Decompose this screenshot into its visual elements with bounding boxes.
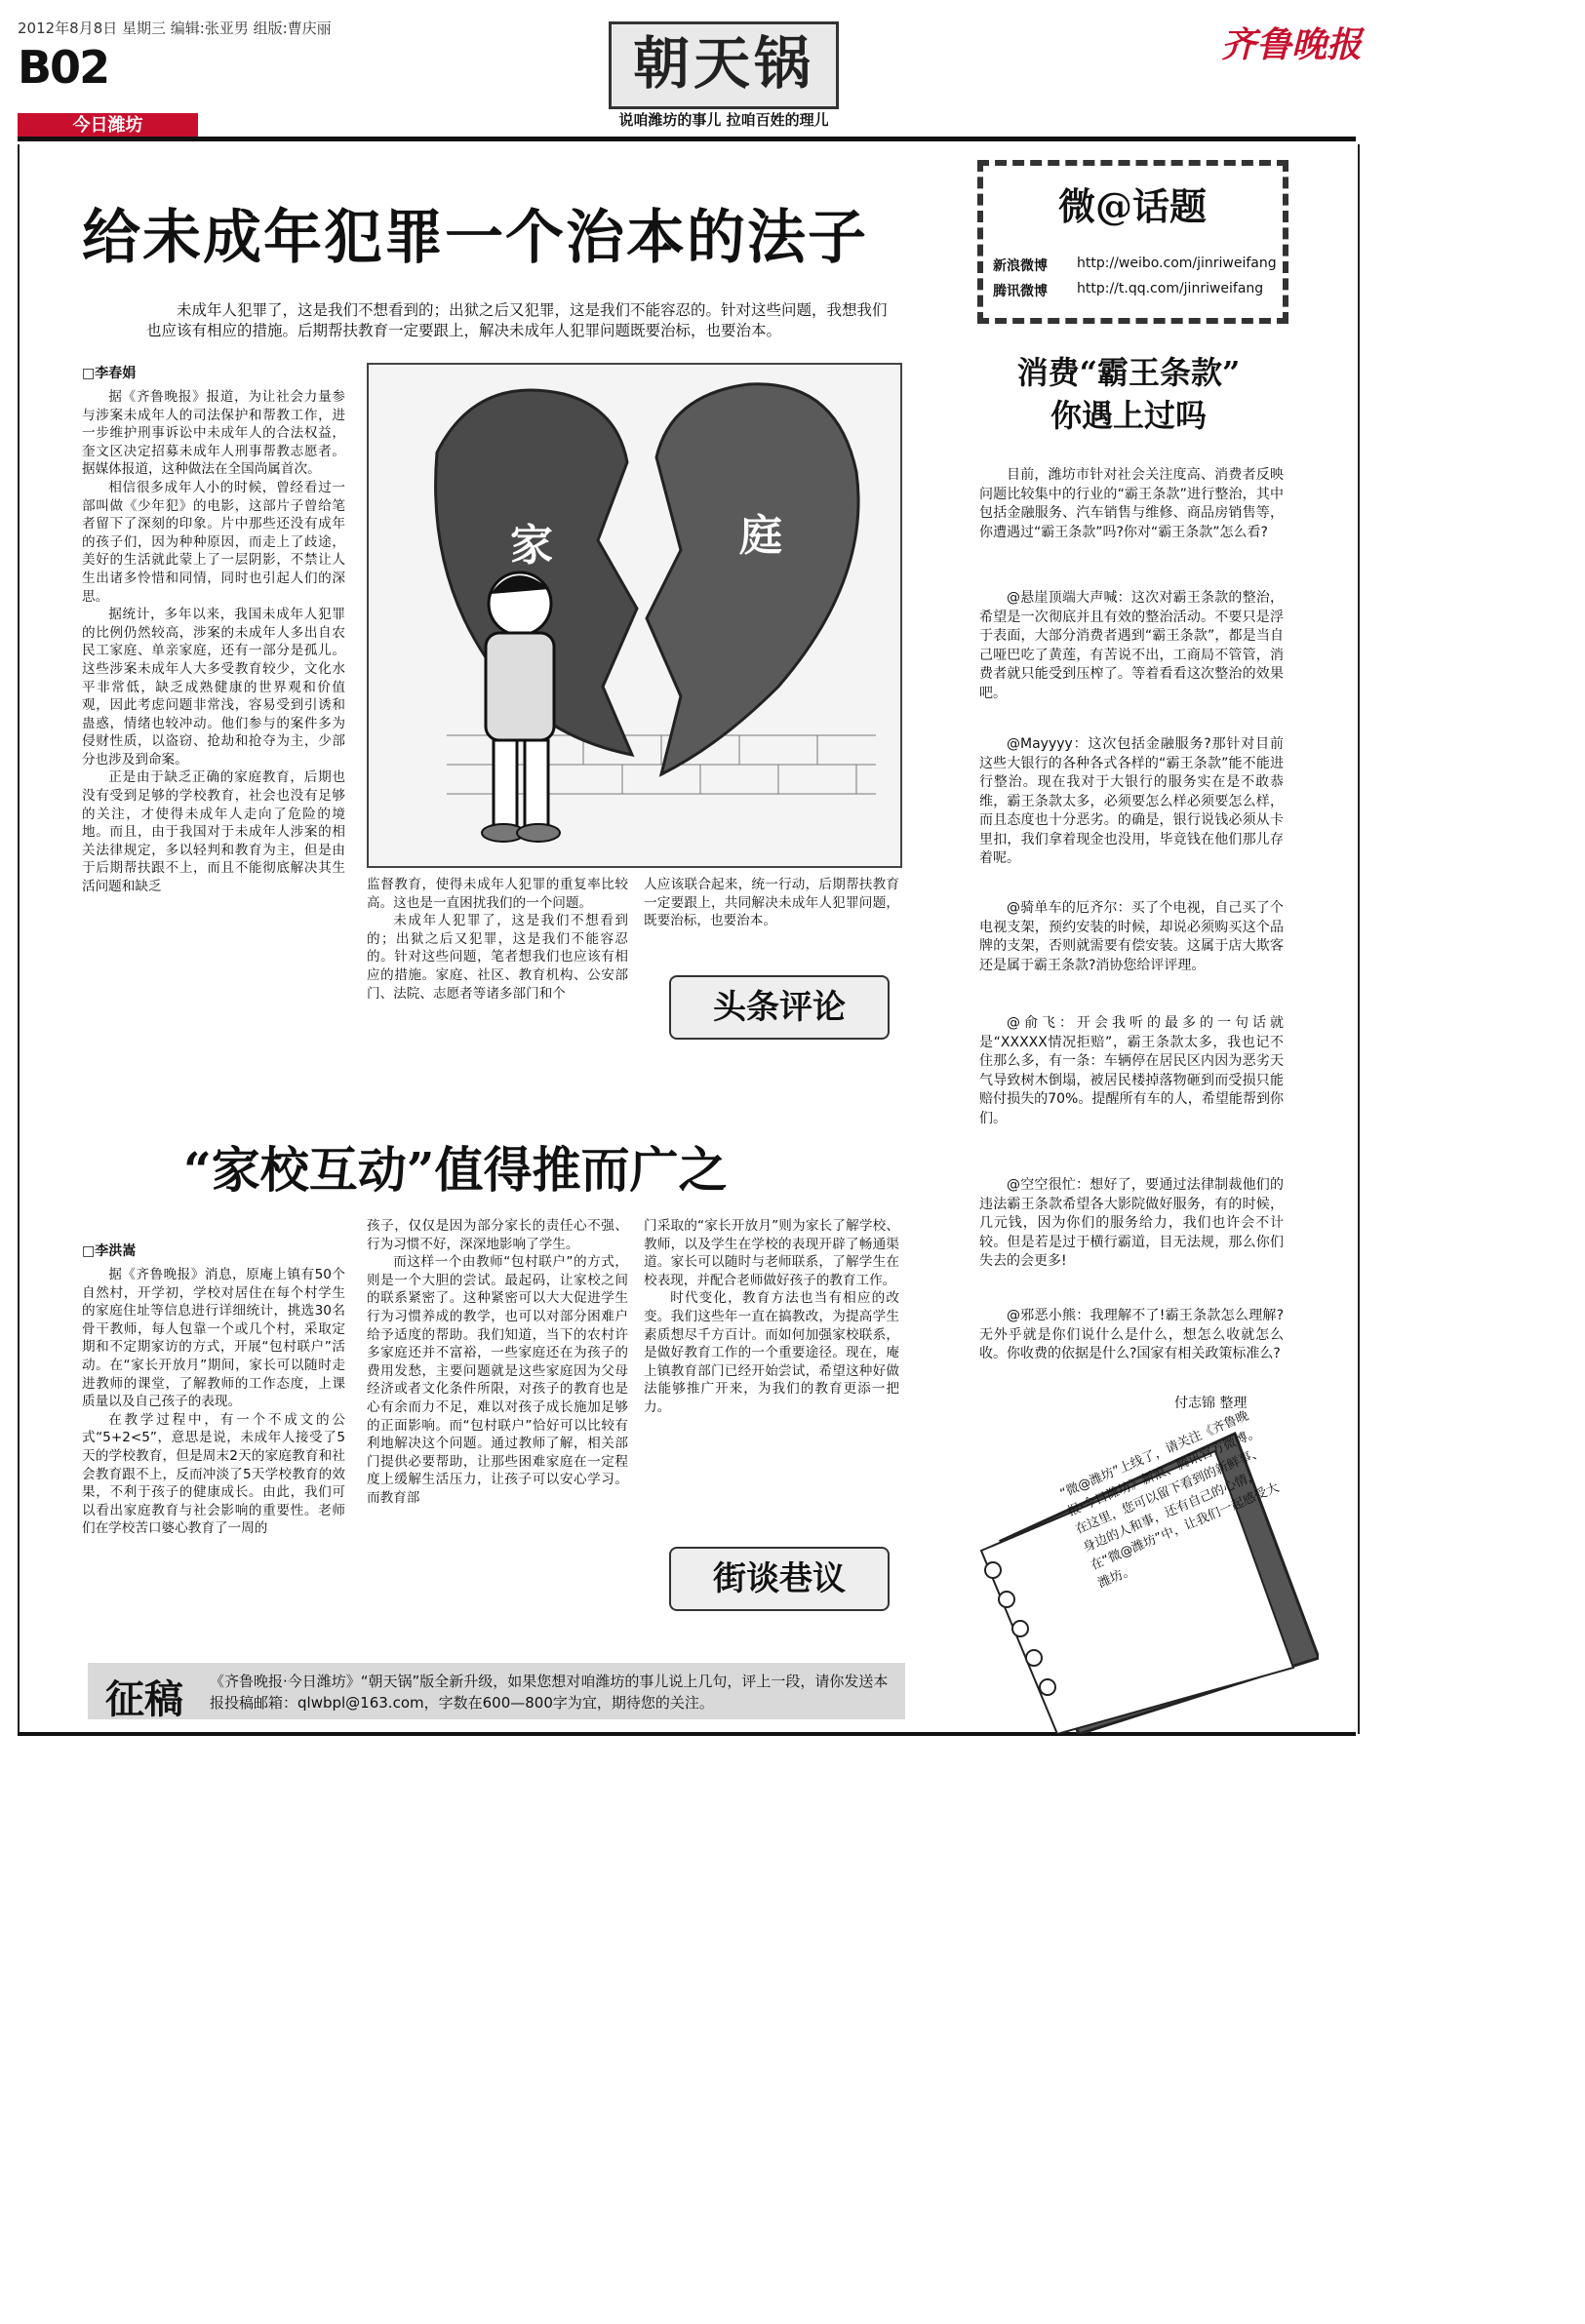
article2-headline: “家校互动”值得推而广之 — [183, 1141, 728, 1199]
sidebar-headline-line1: 消费“霸王条款” — [1016, 354, 1241, 391]
article2-byline: □李洪嵩 — [82, 1243, 137, 1259]
notebook-illustration — [942, 1408, 1319, 1734]
weibo-tencent-url[interactable]: http://t.qq.com/jinriweifang — [1077, 281, 1264, 296]
weibo-topic-title: 微@话题 — [1057, 184, 1207, 228]
article1-byline: □李春娟 — [82, 366, 137, 381]
paragraph: 未成年人犯罪了，这是我们不想看到的；出狱之后又犯罪，这是我们不能容忍的。针对这些问题，笔者想我们也应该有相应的措施。家庭、社区、教育机构、公安部门、法院、志愿者等诸多部门和个 — [367, 913, 628, 1002]
article2-column-3 — [644, 1217, 899, 1417]
article1-column-1 — [82, 388, 345, 896]
article1-column-2 — [367, 876, 628, 1003]
call-for-submissions-title: 征稿 — [105, 1676, 183, 1722]
masthead-title: 朝天锅 — [632, 30, 814, 97]
sidebar-post — [979, 1307, 1284, 1364]
street-talk-stamp: 街谈巷议 — [669, 1547, 890, 1611]
paragraph: 据《齐鲁晚报》消息，原庵上镇有50个自然村，开学初，学校对居住在每个村学生的家庭住址等信息进行详细统计，挑选30名骨干教师，每人包靠一个或几个村，采取定期和不定期家访的方式，开展“包村联户”活动。在“家长开放月”期间，家长可以随时走进教师的课堂，了解教师的工作态度，上课质量以及自己孩子的表现。 — [82, 1267, 345, 1410]
paragraph: 监督教育，使得未成年人犯罪的重复率比较高。这也是一直困扰我们的一个问题。 — [367, 877, 628, 911]
paragraph: 据《齐鲁晚报》报道，为让社会力量参与涉案未成年人的司法保护和帮教工作，进一步维护刑事诉讼中未成年人的合法权益，奎文区决定招募未成年人刑事帮教志愿者。据媒体报道，这种做法在全国尚属首次。 — [82, 389, 345, 478]
article2-column-1 — [82, 1266, 345, 1538]
heart-label-right: 庭 — [739, 511, 782, 561]
page-number: B02 — [18, 41, 109, 94]
broken-heart-illustration — [367, 363, 902, 868]
illustration-svg — [369, 365, 900, 866]
weibo-sina-label: 新浪微博 — [993, 258, 1048, 274]
sidebar-headline — [975, 351, 1282, 437]
call-for-submissions-text: 《齐鲁晚报·今日潍坊》“朝天锅”版全新升级，如果您想对咱潍坊的事儿说上几句，评上一段，请你发送本报投稿邮箱：qlwbpl@163.com，字数在600—800字为宜，期待您的关注。 — [210, 1673, 889, 1712]
paragraph: @Mayyyy：这次包括金融服务?那针对目前这些大银行的各种各式各样的“霸王条款”能不能进行整治。现在我对于大银行的服务实在是不敢恭维，霸王条款太多，必须要怎么样必须要怎么样，而且态度也十分恶劣。的确是，银行说钱必须从卡里扣，我们拿着现金也没用，毕竟钱在他们那儿存着呢。 — [979, 736, 1284, 866]
sidebar-post — [979, 899, 1284, 975]
weibo-topic-box — [977, 160, 1288, 324]
paragraph: 孩子，仅仅是因为部分家长的责任心不强、行为习惯不好，深深地影响了学生。 — [367, 1218, 628, 1252]
masthead-box — [609, 21, 839, 109]
sidebar-post — [979, 735, 1284, 869]
weibo-sina-url[interactable]: http://weibo.com/jinriweifang — [1077, 256, 1277, 271]
paragraph: 而这样一个由教师“包村联户”的方式，则是一个大胆的尝试。最起码，让家校之间的联系紧密了。这种紧密可以大大促进学生行为习惯养成的教学，也可以对部分困难户给予适度的帮助。我们知道，当下的农村许多家庭还并不富裕，一些家庭还在为孩子的费用发愁，主要问题就是这些家庭因为父母经济或者文化条件所限，对孩子的教育也是心有余而力不足，难以对孩子成长施加足够的正面影响。而“包村联户”恰好可以比较有利地解决这个问题。通过教师了解，相关部门提供必要帮助，让那些困难家庭在一定程度上缓解生活压力，让孩子可以安心学习。而教育部 — [367, 1254, 628, 1506]
paper-logo: 齐鲁晚报 — [1221, 24, 1363, 65]
paragraph: 正是由于缺乏正确的家庭教育，后期也没有受到足够的学校教育，社会也没有足够的关注，才使得未成年人走向了危险的境地。而且，由于我国对于未成年人涉案的相关法律规定，多以轻判和教育为主，但是由于后期帮扶跟不上，而且不能彻底解决其生活问题和缺乏 — [82, 769, 345, 895]
top-rule — [18, 137, 1356, 141]
paragraph: 门采取的“家长开放月”则为家长了解学校、教师，以及学生在学校的表现开辟了畅通渠道。家长可以随时与老师联系，了解学生在校表现，并配合老师做好孩子的教育工作。 — [644, 1218, 899, 1288]
article1-lede: 未成年人犯罪了，这是我们不想看到的；出狱之后又犯罪，这是我们不能容忍的。针对这些问题，我想我们也应该有相应的措施。后期帮扶教育一定要跟上，解决未成年人犯罪问题既要治标，也要治本。 — [146, 301, 888, 339]
paragraph: 目前，潍坊市针对社会关注度高、消费者反映问题比较集中的行业的“霸王条款”进行整治，其中包括金融服务、汽车销售与维修、商品房销售等，你遭遇过“霸王条款”吗?你对“霸王条款”怎么看? — [979, 467, 1284, 540]
paragraph: @骑单车的厄齐尔：买了个电视，自己买了个电视支架，预约安装的时候，却说必须购买这个品牌的支架，否则就需要有偿安装。这属于店大欺客还是属于霸王条款?消协您给评评理。 — [979, 900, 1284, 973]
paragraph: @悬崖顶端大声喊：这次对霸王条款的整治，希望是一次彻底并且有效的整治活动。不要只是浮于表面，大部分消费者遇到“霸王条款”，都是当自己哑巴吃了黄莲，有苦说不出，工商局不管管，消费者就只能受到压榨了。等着看看这次整治的效果吧。 — [979, 590, 1284, 701]
sidebar-intro — [979, 466, 1284, 542]
paragraph: @空空很忙：想好了，要通过法律制裁他们的违法霸王条款希望各大影院做好服务，有的时候，几元钱，因为你们的服务给力，我们也许会不计较。但是若是过于横行霸道，目无法规，那么你们失去的会更多! — [979, 1177, 1284, 1269]
sidebar-post — [979, 1176, 1284, 1272]
paragraph: 人应该联合起来，统一行动，后期帮扶教育一定要跟上，共同解决未成年人犯罪问题，既要治标，也要治本。 — [644, 877, 899, 929]
paragraph: @邪恶小熊：我理解不了!霸王条款怎么理解?无外乎就是你们说什么是什么，想怎么收就怎么收。你收费的依据是什么?国家有相关政策标准么? — [979, 1308, 1284, 1361]
paragraph: @俞飞：开会我听的最多的一句话就是“XXXXX情况拒赔”，霸王条款太多，我也记不住那么多，有一条：车辆停在居民区内因为恶劣天气导致树木倒塌，被居民楼掉落物砸到而受损只能赔付损失的70%。提醒所有车的人，希望能帮到你们。 — [979, 1015, 1284, 1126]
paragraph: 在教学过程中，有一个不成文的公式“5+2<5”，意思是说，未成年人接受了5天的学校教育，但是周末2天的家庭教育和社会教育跟不上，反而冲淡了5天学校教育的效果，不利于孩子的健康成长。由此，我们可以看出家庭教育与社会影响的重要性。老师们在学校苦口婆心教育了一周的 — [82, 1411, 345, 1537]
weibo-tencent-label: 腾讯微博 — [993, 284, 1048, 299]
paragraph: 相信很多成年人小的时候，曾经看过一部叫做《少年犯》的电影，这部片子曾给笔者留下了深刻的印象。片中那些还没有成年的孩子们，因为种种原因，而走上了歧途，美好的生活就此蒙上了一层阴影，不禁让人生出诸多怜惜和同情，同时也引起人们的深思。 — [82, 479, 345, 605]
call-for-submissions — [88, 1663, 905, 1722]
article1-column-3 — [644, 876, 899, 930]
masthead-subtitle: 说咱潍坊的事儿 拉咱百姓的理儿 — [618, 111, 829, 129]
sidebar-editor: 付志锦 整理 — [1174, 1396, 1248, 1411]
heart-label-left: 家 — [510, 521, 553, 571]
sidebar-post — [979, 589, 1284, 703]
sidebar-post — [979, 1014, 1284, 1128]
headline-comment-stamp: 头条评论 — [669, 975, 890, 1040]
notebook-text: “微@潍坊”上线了，请关注《齐鲁晚报·今日潍坊》新浪、腾讯官方微博。在这里，您可以留下看到的新鲜事、身边的人和事，还有自己的心情，在“微@潍坊”中，让我们一起感受大潍坊。 — [1057, 1408, 1282, 1592]
article1-headline: 给未成年犯罪一个治本的法子 — [82, 204, 868, 272]
paragraph: 时代变化，教育方法也当有相应的改变。我们这些年一直在搞教改，为提高学生素质想尽千方百计。而如何加强家校联系，是做好教育工作的一个重要途径。现在，庵上镇教育部门已经开始尝试，希望这种好做法能够推广开来，为我们的教育更添一把力。 — [644, 1290, 899, 1415]
article2-column-2 — [367, 1217, 628, 1508]
sidebar-headline-line2: 你遇上过吗 — [1050, 397, 1207, 434]
header-meta: 2012年8月8日 星期三 编辑:张亚男 组版:曹庆丽 — [18, 20, 332, 37]
paragraph: 据统计，多年以来，我国未成年人犯罪的比例仍然较高，涉案的未成年人多出自农民工家庭、单亲家庭，还有一部分是孤儿。这些涉案未成年人大多受教育较少，文化水平非常低，缺乏成熟健康的世界观和价值观，因此考虑问题非常浅，容易受到引诱和蛊惑，情绪也较冲动。他们参与的案件多为侵财性质，以盗窃、抢劫和抢夺为主，少部分也涉及到命案。 — [82, 607, 345, 768]
section-tag: 今日潍坊 — [18, 113, 198, 138]
